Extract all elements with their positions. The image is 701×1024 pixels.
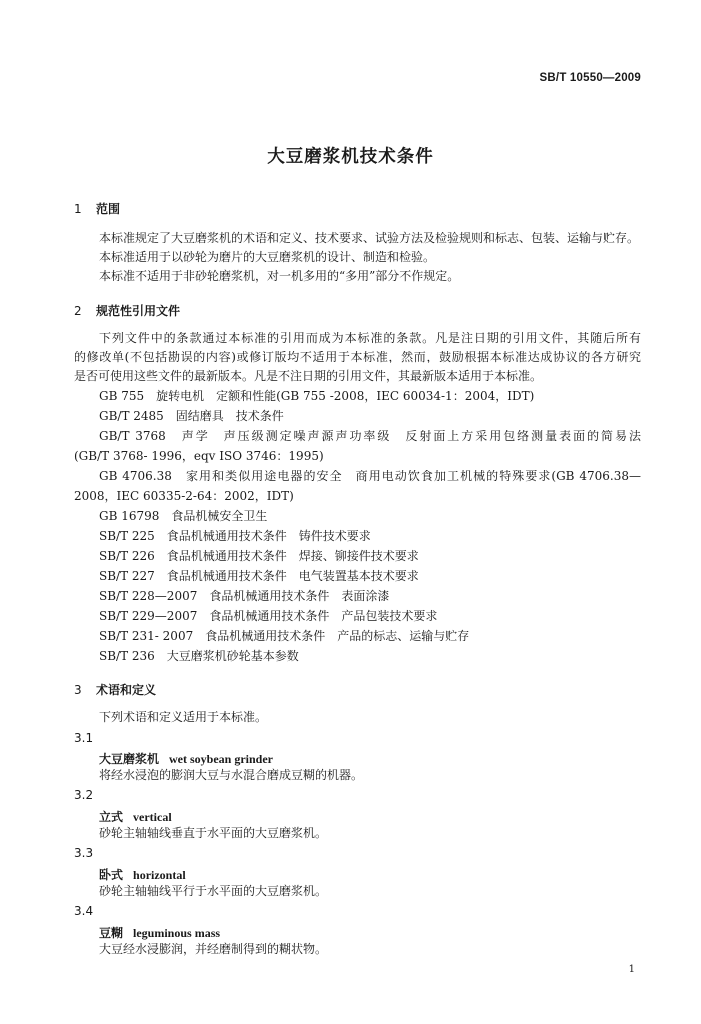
section-title: 范围: [96, 202, 121, 216]
section-number: 3: [74, 683, 82, 697]
reference-item: GB 755 旋转电机 定额和性能(GB 755 -2008，IEC 60034-1：2004，IDT): [99, 389, 535, 403]
term-english: wet soybean grinder: [169, 752, 274, 766]
section-2-paragraph: 是否可使用这些文件的最新版本。凡是不注日期的引用文件，其最新版本适用于本标准。: [74, 369, 543, 383]
term-chinese: 豆糊: [99, 926, 124, 940]
term-number: 3.3: [74, 846, 94, 860]
reference-item: SB/T 225 食品机械通用技术条件 铸件技术要求: [99, 529, 371, 543]
section-3-heading: [74, 681, 156, 698]
term-english: horizontal: [133, 868, 186, 882]
term-entry: [99, 750, 273, 767]
section-3-intro: 下列术语和定义适用于本标准。: [99, 710, 268, 724]
page-number: 1: [628, 964, 635, 975]
term-english: leguminous mass: [133, 926, 221, 940]
section-1-paragraph: 本标准适用于以砂轮为磨片的大豆磨浆机的设计、制造和检验。: [99, 250, 436, 264]
section-1-heading: [74, 200, 120, 217]
term-definition: 大豆经水浸膨润，并经磨制得到的糊状物。: [99, 942, 328, 956]
section-number: 2: [74, 304, 82, 318]
term-number: 3.1: [74, 731, 94, 745]
reference-item: SB/T 231- 2007 食品机械通用技术条件 产品的标志、运输与贮存: [99, 629, 470, 643]
term-entry: [99, 808, 172, 825]
section-title: 术语和定义: [96, 683, 157, 697]
reference-item: SB/T 227 食品机械通用技术条件 电气装置基本技术要求: [99, 569, 419, 583]
section-1-paragraph: 本标准不适用于非砂轮磨浆机，对一机多用的“多用”部分不作规定。: [99, 269, 460, 283]
reference-item: GB 16798 食品机械安全卫生: [99, 509, 268, 523]
term-definition: 砂轮主轴轴线平行于水平面的大豆磨浆机。: [99, 884, 328, 898]
term-chinese: 卧式: [99, 868, 124, 882]
reference-item-continuation: 2008，IEC 60335-2-64：2002，IDT): [74, 489, 294, 503]
term-chinese: 大豆磨浆机: [99, 752, 160, 766]
section-1-paragraph: 本标准规定了大豆磨浆机的术语和定义、技术要求、试验方法及检验规则和标志、包装、运输与贮存。: [99, 231, 640, 245]
term-definition: 将经水浸泡的膨润大豆与水混合磨成豆糊的机器。: [99, 768, 364, 782]
term-number: 3.2: [74, 788, 94, 802]
reference-item: SB/T 236 大豆磨浆机砂轮基本参数: [99, 649, 299, 663]
section-2-paragraph: 的修改单(不包括勘误的内容)或修订版均不适用于本标准，然而，鼓励根据本标准达成协议的各方研究: [74, 351, 641, 363]
reference-item: GB 4706.38 家用和类似用途电器的安全 商用电动饮食加工机械的特殊要求(GB 4706.38—: [99, 470, 641, 482]
section-number: 1: [74, 202, 82, 216]
document-title: 大豆磨浆机技术条件: [267, 147, 434, 167]
term-entry: [99, 866, 186, 883]
section-2-heading: [74, 302, 180, 319]
term-number: 3.4: [74, 904, 94, 918]
standard-number: SB/T 10550—2009: [539, 72, 641, 84]
section-2-paragraph: 下列文件中的条款通过本标准的引用而成为本标准的条款。凡是注日期的引用文件，其随后所有: [99, 332, 641, 344]
term-definition: 砂轮主轴轴线垂直于水平面的大豆磨浆机。: [99, 826, 328, 840]
term-entry: [99, 924, 220, 941]
reference-item: SB/T 228—2007 食品机械通用技术条件 表面涂漆: [99, 589, 390, 603]
reference-item: GB/T 3768 声学 声压级测定噪声源声功率级 反射面上方采用包络测量表面的简易法: [99, 430, 641, 442]
term-chinese: 立式: [99, 810, 124, 824]
reference-item-continuation: (GB/T 3768- 1996，eqv ISO 3746：1995): [74, 449, 324, 463]
reference-item: SB/T 229—2007 食品机械通用技术条件 产品包装技术要求: [99, 609, 438, 623]
section-title: 规范性引用文件: [96, 304, 181, 318]
term-english: vertical: [133, 810, 172, 824]
reference-item: SB/T 226 食品机械通用技术条件 焊接、铆接件技术要求: [99, 549, 419, 563]
reference-item: GB/T 2485 固结磨具 技术条件: [99, 409, 284, 423]
